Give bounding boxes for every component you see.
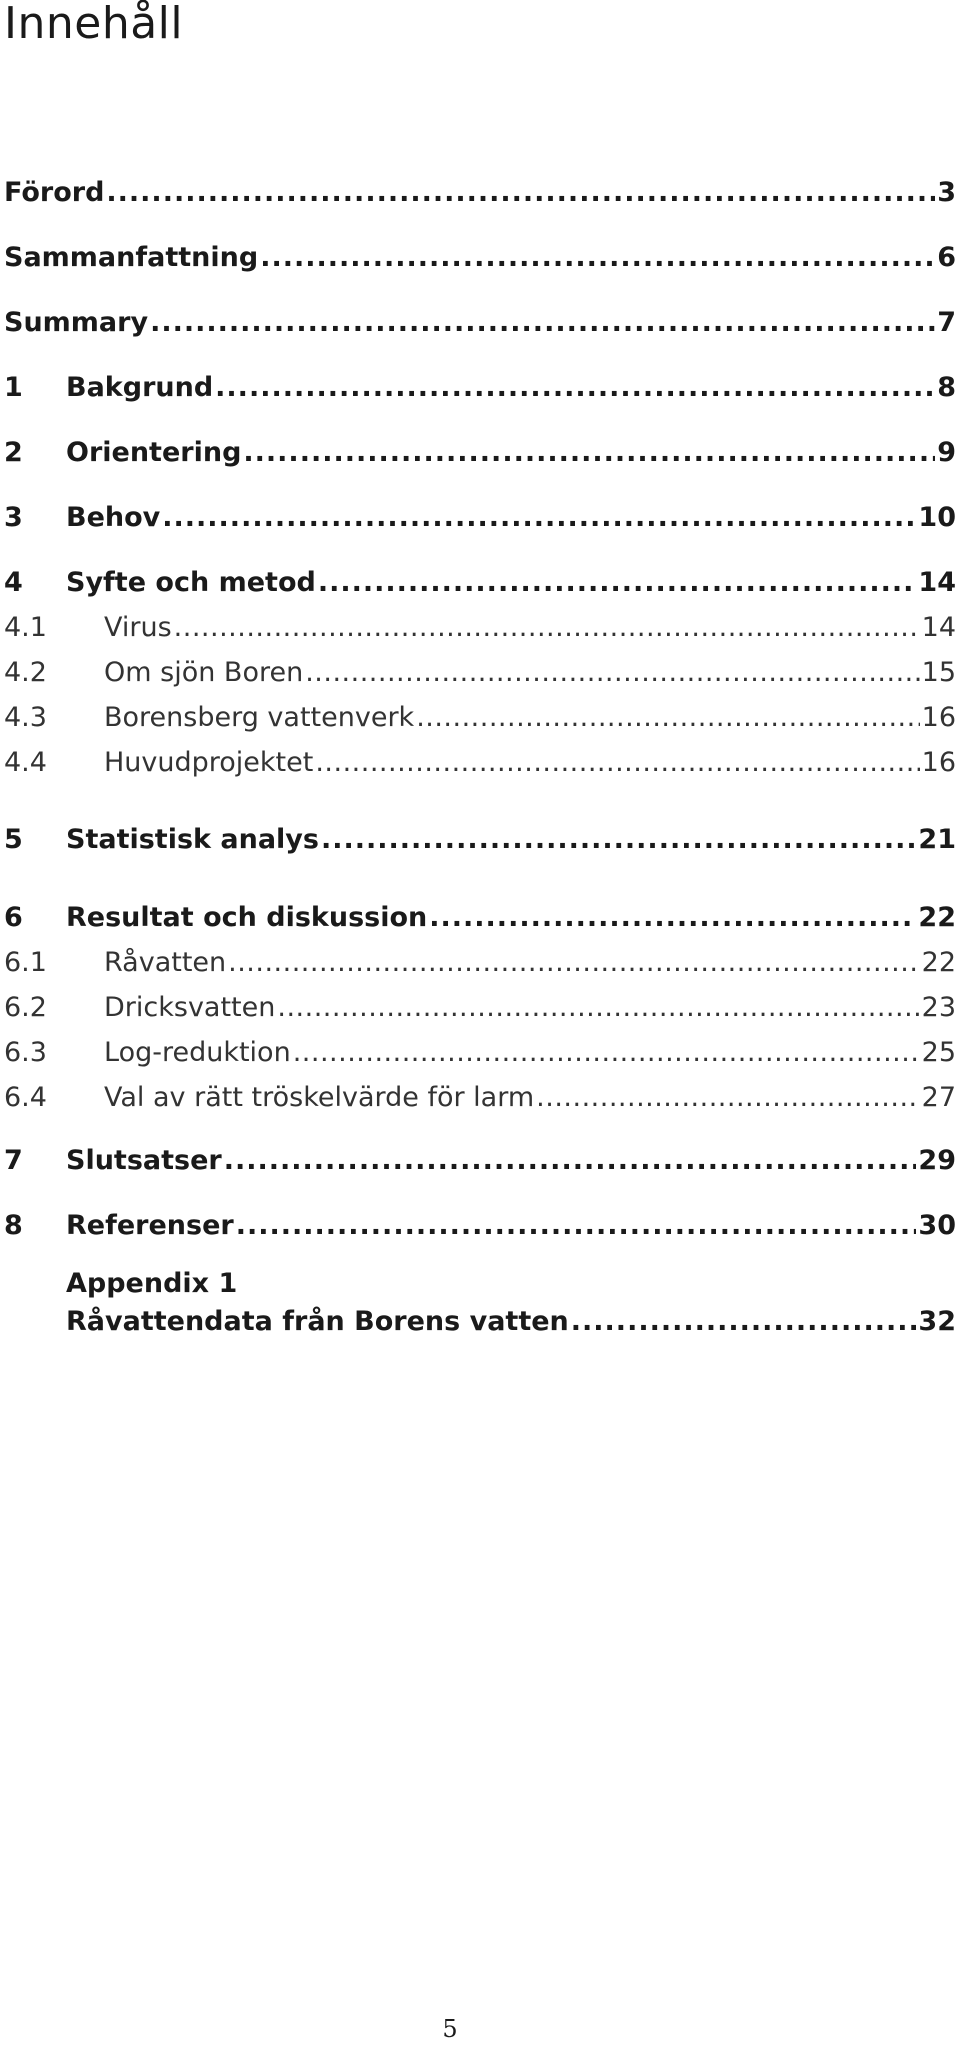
toc-entry-summary[interactable]: [4, 305, 956, 341]
toc-entry-chapter-5[interactable]: [4, 822, 956, 858]
toc-leader-dots: [243, 435, 935, 471]
toc-entry-number: 4.3: [4, 702, 47, 733]
toc-entry-appendix-1[interactable]: [66, 1304, 956, 1340]
toc-leader-dots: [260, 240, 935, 276]
toc-entry-label: Behov: [66, 502, 161, 533]
toc-entry-label: Slutsatser: [66, 1145, 222, 1176]
toc-entry-sammanfattning[interactable]: [4, 240, 956, 276]
toc-leader-dots: [215, 370, 935, 406]
toc-entry-label: Statistisk analys: [66, 824, 319, 855]
toc-entry-page: 8: [937, 372, 956, 403]
toc-entry-page: 21: [918, 824, 956, 855]
toc-entry-label: Huvudprojektet: [104, 747, 314, 778]
toc-leader-dots: [277, 990, 919, 1026]
toc-leader-dots: [150, 305, 935, 341]
toc-entry-page: 30: [918, 1210, 956, 1241]
toc-entry-chapter-7[interactable]: [4, 1143, 956, 1179]
toc-entry-page: 23: [921, 992, 956, 1023]
toc-entry-number: 3: [4, 502, 23, 533]
toc-entry-number: 4: [4, 567, 23, 598]
toc-entry-label: Dricksvatten: [104, 992, 276, 1023]
toc-leader-dots: [174, 610, 920, 646]
toc-leader-dots: [162, 500, 916, 536]
toc-entry-page: 32: [918, 1306, 956, 1337]
toc-entry-page: 9: [937, 437, 956, 468]
toc-leader-dots: [228, 945, 920, 981]
toc-entry-page: 7: [937, 307, 956, 338]
toc-leader-dots: [318, 565, 917, 601]
toc-entry-label: Virus: [104, 612, 172, 643]
toc-entry-number: 1: [4, 372, 23, 403]
toc-entry-label: Referenser: [66, 1210, 234, 1241]
toc-entry-page: 22: [921, 947, 956, 978]
toc-entry-label: Borensberg vattenverk: [104, 702, 415, 733]
toc-entry-page: 14: [921, 612, 956, 643]
toc-entry-section-4-4[interactable]: [4, 745, 956, 781]
toc-entry-label: Summary: [4, 307, 149, 338]
toc-entry-number: 4.2: [4, 657, 47, 688]
toc-entry-label: Syfte och metod: [66, 567, 316, 598]
toc-entry-chapter-2[interactable]: [4, 435, 956, 471]
toc-leader-dots: [305, 655, 919, 691]
page-title: Innehåll: [4, 0, 184, 49]
toc-entry-page: 3: [937, 177, 956, 208]
toc-entry-section-4-3[interactable]: [4, 700, 956, 736]
toc-entry-page: 10: [918, 502, 956, 533]
toc-leader-dots: [315, 745, 919, 781]
toc-leader-dots: [293, 1035, 920, 1071]
toc-entry-page: 16: [921, 702, 956, 733]
toc-entry-number: 4.1: [4, 612, 47, 643]
toc-entry-chapter-4[interactable]: [4, 565, 956, 601]
toc-entry-number: 5: [4, 824, 23, 855]
toc-entry-chapter-6[interactable]: [4, 900, 956, 936]
toc-entry-section-6-3[interactable]: [4, 1035, 956, 1071]
toc-entry-label: Orientering: [66, 437, 242, 468]
toc-entry-label: Bakgrund: [66, 372, 214, 403]
toc-entry-number: 6.1: [4, 947, 47, 978]
toc-entry-chapter-3[interactable]: [4, 500, 956, 536]
toc-entry-section-4-1[interactable]: [4, 610, 956, 646]
toc-entry-page: 6: [937, 242, 956, 273]
toc-entry-label: Förord: [4, 177, 105, 208]
toc-entry-label: Om sjön Boren: [104, 657, 304, 688]
toc-leader-dots: [106, 175, 935, 211]
toc-entry-chapter-1[interactable]: [4, 370, 956, 406]
toc-leader-dots: [321, 822, 916, 858]
toc-leader-dots: [429, 900, 916, 936]
toc-entry-number: 8: [4, 1210, 23, 1241]
toc-entry-section-4-2[interactable]: [4, 655, 956, 691]
toc-entry-page: 27: [921, 1082, 956, 1113]
toc-entry-label: Resultat och diskussion: [66, 902, 428, 933]
toc-leader-dots: [236, 1208, 917, 1244]
toc-entry-number: 4.4: [4, 747, 47, 778]
toc-leader-dots: [571, 1304, 917, 1340]
toc-entry-page: 29: [918, 1145, 956, 1176]
toc-appendix-heading: Appendix 1: [66, 1268, 238, 1299]
toc-leader-dots: [536, 1080, 919, 1116]
toc-entry-forord[interactable]: [4, 175, 956, 211]
toc-entry-number: 6.3: [4, 1037, 47, 1068]
page-number: 5: [442, 2015, 458, 2043]
toc-entry-label: Sammanfattning: [4, 242, 259, 273]
toc-entry-chapter-8[interactable]: [4, 1208, 956, 1244]
toc-entry-number: 7: [4, 1145, 23, 1176]
toc-entry-label: Råvatten: [104, 947, 227, 978]
toc-entry-label: Val av rätt tröskelvärde för larm: [104, 1082, 535, 1113]
toc-entry-section-6-1[interactable]: [4, 945, 956, 981]
toc-entry-number: 6.2: [4, 992, 47, 1023]
toc-entry-page: 22: [918, 902, 956, 933]
toc-entry-label: Råvattendata från Borens vatten: [66, 1306, 569, 1337]
toc-entry-page: 25: [921, 1037, 956, 1068]
toc-entry-number: 6: [4, 902, 23, 933]
toc-entry-number: 6.4: [4, 1082, 47, 1113]
toc-entry-page: 15: [921, 657, 956, 688]
toc-entry-page: 16: [921, 747, 956, 778]
toc-leader-dots: [224, 1143, 917, 1179]
toc-entry-number: 2: [4, 437, 23, 468]
toc-entry-section-6-4[interactable]: [4, 1080, 956, 1116]
toc-entry-label: Log-reduktion: [104, 1037, 291, 1068]
toc-entry-section-6-2[interactable]: [4, 990, 956, 1026]
toc-leader-dots: [416, 700, 919, 736]
toc-entry-page: 14: [918, 567, 956, 598]
